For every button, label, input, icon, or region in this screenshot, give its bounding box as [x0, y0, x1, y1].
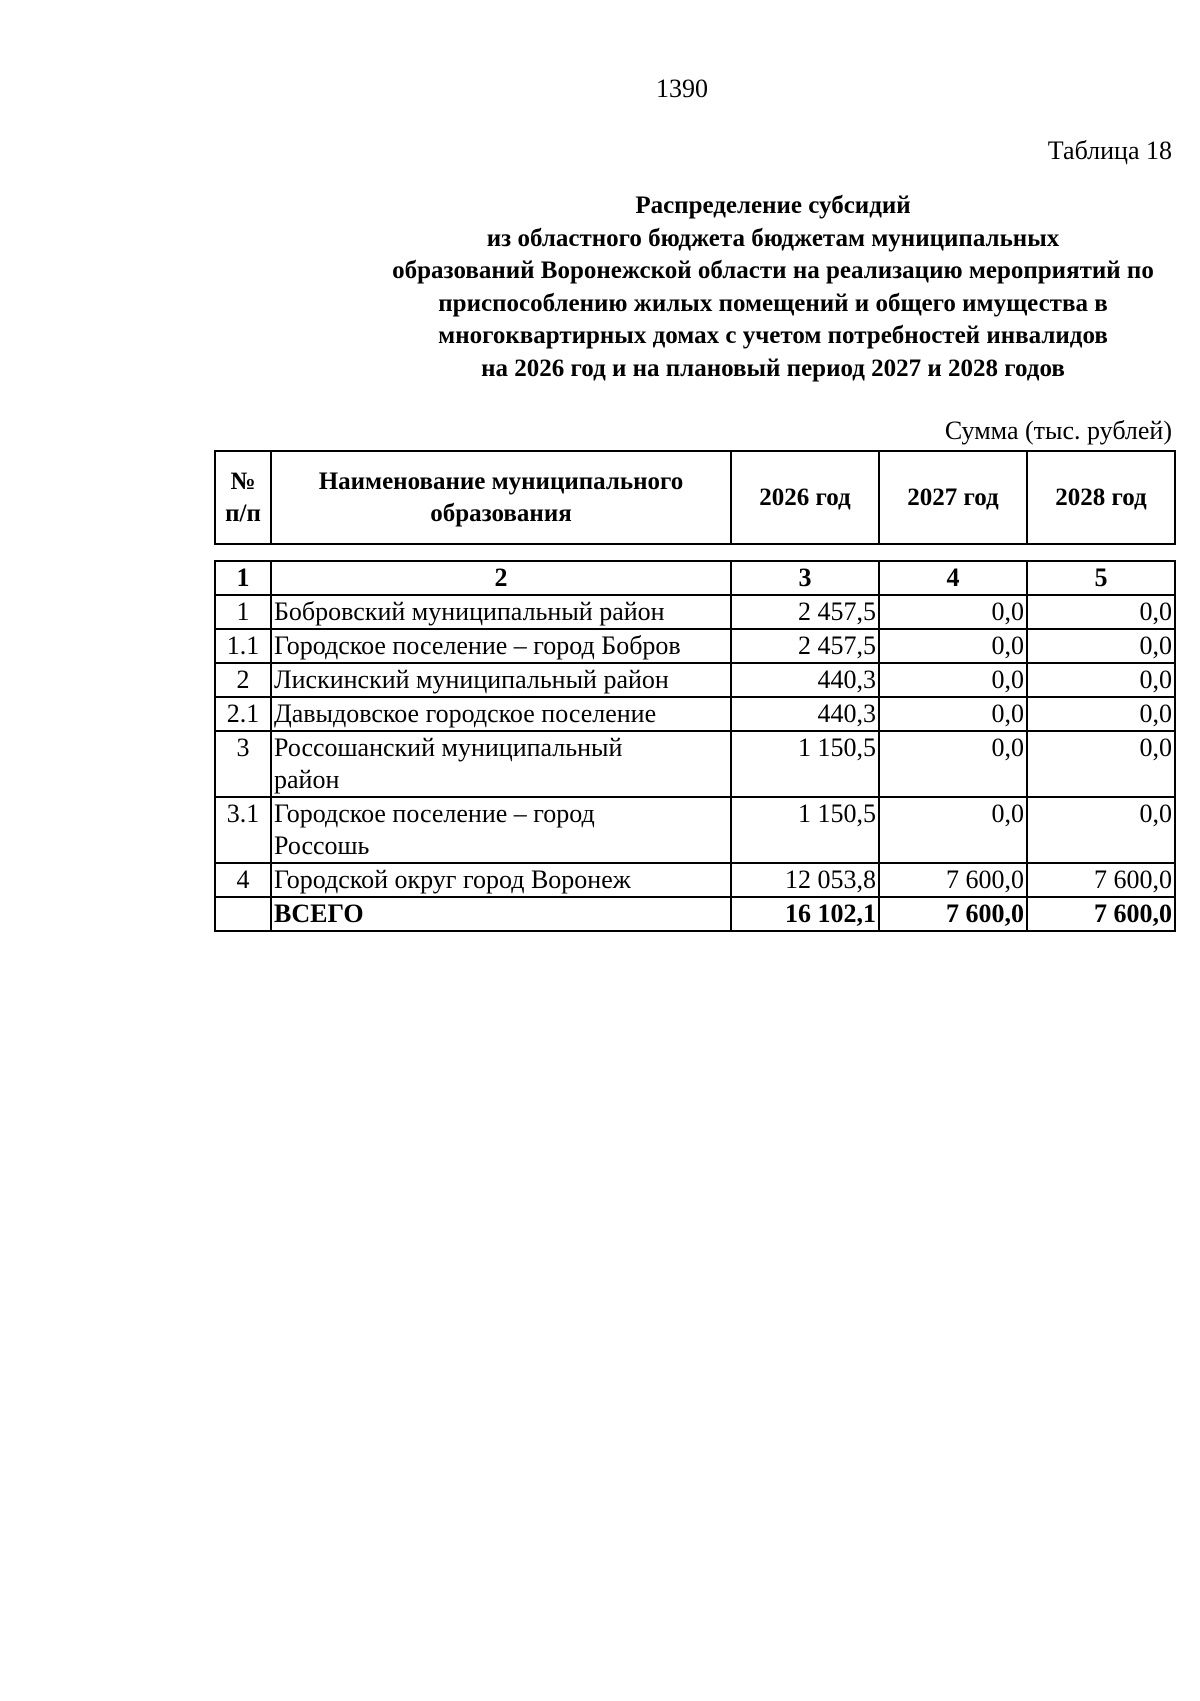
row-value-2028: 0,0	[1027, 595, 1175, 629]
header-cell-2026: 2026 год	[731, 451, 879, 544]
row-number: 4	[215, 863, 271, 897]
table-label: Таблица 18	[1047, 136, 1172, 165]
table-row	[215, 731, 1175, 797]
header-cell-2027: 2027 год	[879, 451, 1027, 544]
row-name	[271, 629, 731, 663]
row-number: 3	[215, 731, 271, 797]
table-row	[215, 863, 1175, 897]
header-name-line: образования	[430, 499, 572, 527]
table-row	[215, 797, 1175, 863]
column-number: 1	[215, 561, 271, 595]
row-name	[271, 697, 731, 731]
row-value-2028: 0,0	[1027, 629, 1175, 663]
title-line: из областного бюджета бюджетам муниципальных	[486, 224, 1060, 252]
row-number: 2	[215, 663, 271, 697]
header-row	[215, 451, 1175, 544]
total-value-2027: 7 600,0	[879, 897, 1027, 931]
title-line: многоквартирных домах с учетом потребностей инвалидов	[438, 322, 1108, 349]
row-value-2026: 440,3	[731, 697, 879, 731]
row-value-2026: 1 150,5	[731, 797, 879, 863]
row-number: 1	[215, 595, 271, 629]
page-number: 1390	[656, 74, 708, 103]
title-line: образований Воронежской области на реализацию мероприятий по	[392, 257, 1154, 284]
row-name-line: Городской округ город Воронеж	[274, 865, 631, 894]
row-name	[271, 863, 731, 897]
row-name-line: Городское поселение – город	[274, 799, 595, 828]
row-number: 2.1	[215, 697, 271, 731]
row-name	[271, 731, 731, 797]
table-row	[215, 663, 1175, 697]
row-name-line: Бобровский муниципальный район	[274, 597, 665, 626]
row-name-line: Городское поселение – город Бобров	[274, 631, 681, 660]
header-cell-name	[271, 451, 731, 544]
row-value-2027: 0,0	[879, 797, 1027, 863]
row-value-2028: 0,0	[1027, 797, 1175, 863]
header-number-symbol: №	[230, 467, 256, 495]
column-number: 2	[271, 561, 731, 595]
row-value-2026: 12 053,8	[731, 863, 879, 897]
row-name	[271, 595, 731, 629]
total-value-2026: 16 102,1	[731, 897, 879, 931]
total-value-2028: 7 600,0	[1027, 897, 1175, 931]
row-value-2028: 7 600,0	[1027, 863, 1175, 897]
table-row	[215, 697, 1175, 731]
row-name	[271, 663, 731, 697]
row-value-2026: 2 457,5	[731, 595, 879, 629]
row-value-2027: 0,0	[879, 595, 1027, 629]
document-title	[210, 190, 1200, 385]
row-value-2026: 1 150,5	[731, 731, 879, 797]
total-label: ВСЕГО	[271, 897, 731, 931]
total-row	[215, 897, 1175, 931]
row-name-line: Лискинский муниципальный район	[274, 665, 669, 694]
units-label: Сумма (тыс. рублей)	[944, 416, 1172, 445]
row-name-line: Давыдовское городское поселение	[274, 699, 657, 728]
table-row	[215, 595, 1175, 629]
title-line: Распределение субсидий	[635, 192, 911, 219]
row-name-line: Россошь	[274, 831, 370, 860]
row-number: 3.1	[215, 797, 271, 863]
table-row	[215, 629, 1175, 663]
title-line: на 2026 год и на плановый период 2027 и 2028 годов	[481, 354, 1065, 382]
row-value-2027: 0,0	[879, 697, 1027, 731]
row-number: 1.1	[215, 629, 271, 663]
row-value-2028: 0,0	[1027, 697, 1175, 731]
row-value-2026: 440,3	[731, 663, 879, 697]
row-value-2027: 0,0	[879, 629, 1027, 663]
header-cell-2028: 2028 год	[1027, 451, 1175, 544]
data-table	[214, 560, 1176, 932]
header-cell-number	[215, 451, 271, 544]
total-number	[215, 897, 271, 931]
header-number-abbr: п/п	[225, 499, 261, 527]
row-value-2028: 0,0	[1027, 663, 1175, 697]
column-number: 4	[879, 561, 1027, 595]
row-name	[271, 797, 731, 863]
row-value-2027: 0,0	[879, 663, 1027, 697]
column-number: 3	[731, 561, 879, 595]
table-header	[214, 450, 1176, 545]
row-name-line: район	[274, 765, 340, 794]
row-value-2028: 0,0	[1027, 731, 1175, 797]
header-name-line: Наименование муниципального	[318, 467, 684, 495]
column-number: 5	[1027, 561, 1175, 595]
row-value-2027: 7 600,0	[879, 863, 1027, 897]
title-line: приспособлению жилых помещений и общего имущества в	[438, 289, 1108, 317]
row-value-2026: 2 457,5	[731, 629, 879, 663]
row-value-2027: 0,0	[879, 731, 1027, 797]
column-number-row	[215, 561, 1175, 595]
row-name-line: Россошанский муниципальный	[274, 733, 623, 762]
